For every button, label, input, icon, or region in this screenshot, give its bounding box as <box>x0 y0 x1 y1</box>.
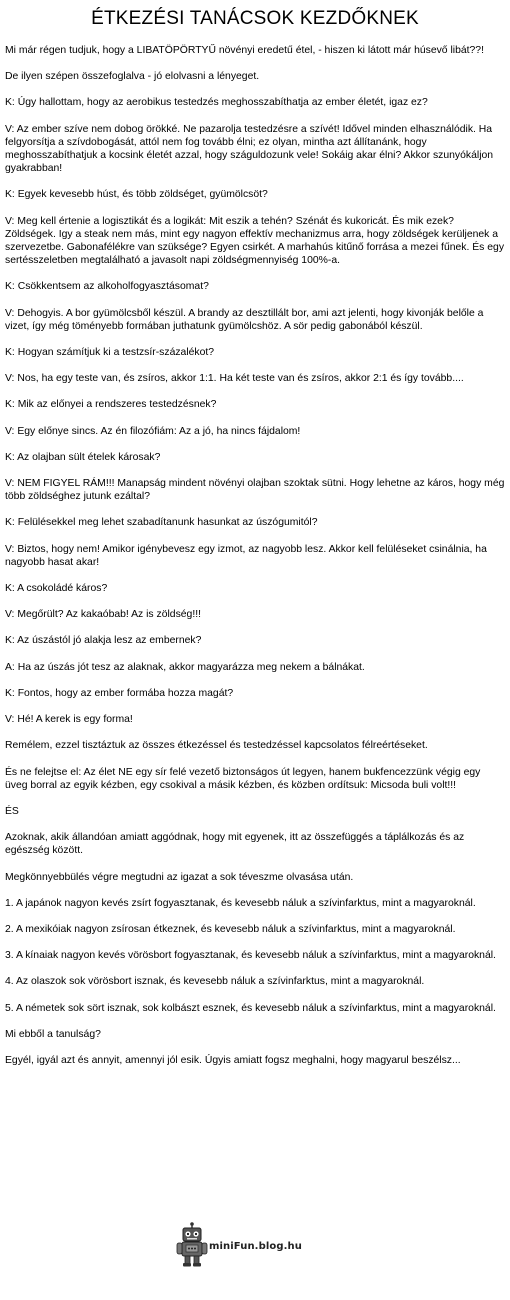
robot-mascot-icon <box>176 1222 208 1268</box>
paragraph: K: Az úszástól jó alakja lesz az embernek? <box>5 635 202 647</box>
paragraph: ÉS <box>5 805 19 817</box>
paragraph: Azoknak, akik állandóan amiatt aggódnak, hogy mit egyenek, itt az összefüggés a táplálkozás és az egészség között. <box>5 832 465 857</box>
paragraph: K: A csokoládé káros? <box>5 583 108 595</box>
paragraph: V: Meg kell értenie a logisztikát és a logikát: Mit eszik a tehén? Szénát és kukoricát. És mik ezek? Zöldségek. Igy a steak nem más, mint egy nagyon effektív mechanizmus arra, hogy zöldségek kerüljenek a szervezetbe. Gabonafélékre van szüksége? Egyen csirkét. A marhahús kitűnő forrása a mezei fűnek. És egy sertésszeletben megtalálható a javasolt napi zöldségmennyiség 100%-a. <box>5 215 505 267</box>
paragraph: K: Úgy hallottam, hogy az aerobikus testedzés meghosszabíthatja az ember életét, igaz ez? <box>5 97 428 109</box>
paragraph: 3. A kínaiak nagyon kevés vörösbort fogyasztanak, és kevesebb náluk a szívinfarktus, mint a magyaroknál. <box>5 950 496 962</box>
paragraph: K: Mik az előnyei a rendszeres testedzésnek? <box>5 399 217 411</box>
paragraph: A: Ha az úszás jót tesz az alaknak, akkor magyarázza meg nekem a bálnákat. <box>5 661 365 673</box>
paragraph: V: Megőrült? Az kakaóbab! Az is zöldség!!! <box>5 609 201 621</box>
paragraph: 2. A mexikóiak nagyon zsírosan étkeznek, és kevesebb náluk a szívinfarktus, mint a magyaroknál. <box>5 923 456 935</box>
paragraph: És ne felejtse el: Az élet NE egy sír felé vezető biztonságos út legyen, hanem bukfencezzünk végig egy üveg borral az egyik kézben, egy csokival a másik kézben, és közben ordítsuk: Micsoda buli volt!!! <box>5 766 481 791</box>
paragraph: 5. A németek sok sört isznak, sok kolbászt esznek, és kevesebb náluk a szívinfarktus, mint a magyaroknál. <box>5 1002 496 1014</box>
paragraph: K: Egyek kevesebb húst, és több zöldséget, gyümölcsöt? <box>5 189 268 201</box>
paragraph: De ilyen szépen összefoglalva - jó elolvasni a lényeget. <box>5 71 260 83</box>
footer-logo[interactable] <box>176 1222 336 1268</box>
paragraph: K: Felülésekkel meg lehet szabadítanunk hasunkat az úszógumitól? <box>5 517 318 529</box>
paragraph: V: Biztos, hogy nem! Amikor igénybevesz egy izmot, az nagyobb lesz. Akkor kell felüléseket csinálnia, ha nagyobb hasat akar! <box>5 543 487 568</box>
paragraph: Egyél, igyál azt és annyit, amennyi jól esik. Úgyis amiatt fogsz meghalni, hogy magyarul beszélsz... <box>5 1054 461 1066</box>
page-title: ÉTKEZÉSI TANÁCSOK KEZDŐKNEK <box>91 8 419 29</box>
brand-link[interactable]: miniFun.blog.hu <box>209 1241 302 1252</box>
paragraph: K: Hogyan számítjuk ki a testzsír-százalékot? <box>5 347 215 359</box>
paragraph: V: Dehogyis. A bor gyümölcsből készül. A brandy az desztillált bor, ami azt jelenti, hogy kivonják belőle a vizet, így még töményebb formában juthatunk gyümölcshöz. A sör pedig gabonából készül. <box>5 307 484 332</box>
paragraph: Mi már régen tudjuk, hogy a LIBATÖPÖRTYŰ növényi eredetű étel, - hiszen ki látott már húsevő libát??! <box>5 45 484 56</box>
paragraph: 4. Az olaszok sok vörösbort isznak, és kevesebb náluk a szívinfarktus, mint a magyaroknál. <box>5 976 425 988</box>
paragraph: K: Csökkentsem az alkoholfogyasztásomat? <box>5 281 209 293</box>
article-body <box>5 44 505 1080</box>
paragraph: Megkönnyebbülés végre megtudni az igazat a sok téveszme olvasása után. <box>5 871 354 883</box>
paragraph: V: NEM FIGYEL RÁM!!! Manapság mindent növényi olajban szoktak sütni. Hogy lehetne az káros, hogy még több zöldséghez jutunk ezáltal? <box>5 478 505 503</box>
paragraph: V: Egy előnye sincs. Az én filozófiám: Az a jó, ha nincs fájdalom! <box>5 425 301 437</box>
paragraph: Mi ebből a tanulság? <box>5 1028 101 1040</box>
paragraph: Remélem, ezzel tisztáztuk az összes étkezéssel és testedzéssel kapcsolatos félreértéseket. <box>5 740 428 752</box>
paragraph: V: Nos, ha egy teste van, és zsíros, akkor 1:1. Ha két teste van és zsíros, akkor 2:1 és így tovább.... <box>5 373 464 385</box>
paragraph: V: Az ember szíve nem dobog örökké. Ne pazarolja testedzésre a szívét! Idővel minden elhasználódik. Ha felgyorsítja a szívdobogását, attól nem fog tovább élni; ez olyan, mintha azt állítanánk, hogy meghosszabíthatjuk a kocsink életét azzal, hogy száguldozunk vele! Sokáig akar élni? Akkor szunyókáljon gyakrabban! <box>5 123 494 175</box>
paragraph: 1. A japánok nagyon kevés zsírt fogyasztanak, és kevesebb náluk a szívinfarktus, mint a magyaroknál. <box>5 897 476 909</box>
paragraph: V: Hé! A kerek is egy forma! <box>5 714 133 726</box>
paragraph: K: Az olajban sült ételek károsak? <box>5 451 161 463</box>
paragraph: K: Fontos, hogy az ember formába hozza magát? <box>5 687 234 699</box>
